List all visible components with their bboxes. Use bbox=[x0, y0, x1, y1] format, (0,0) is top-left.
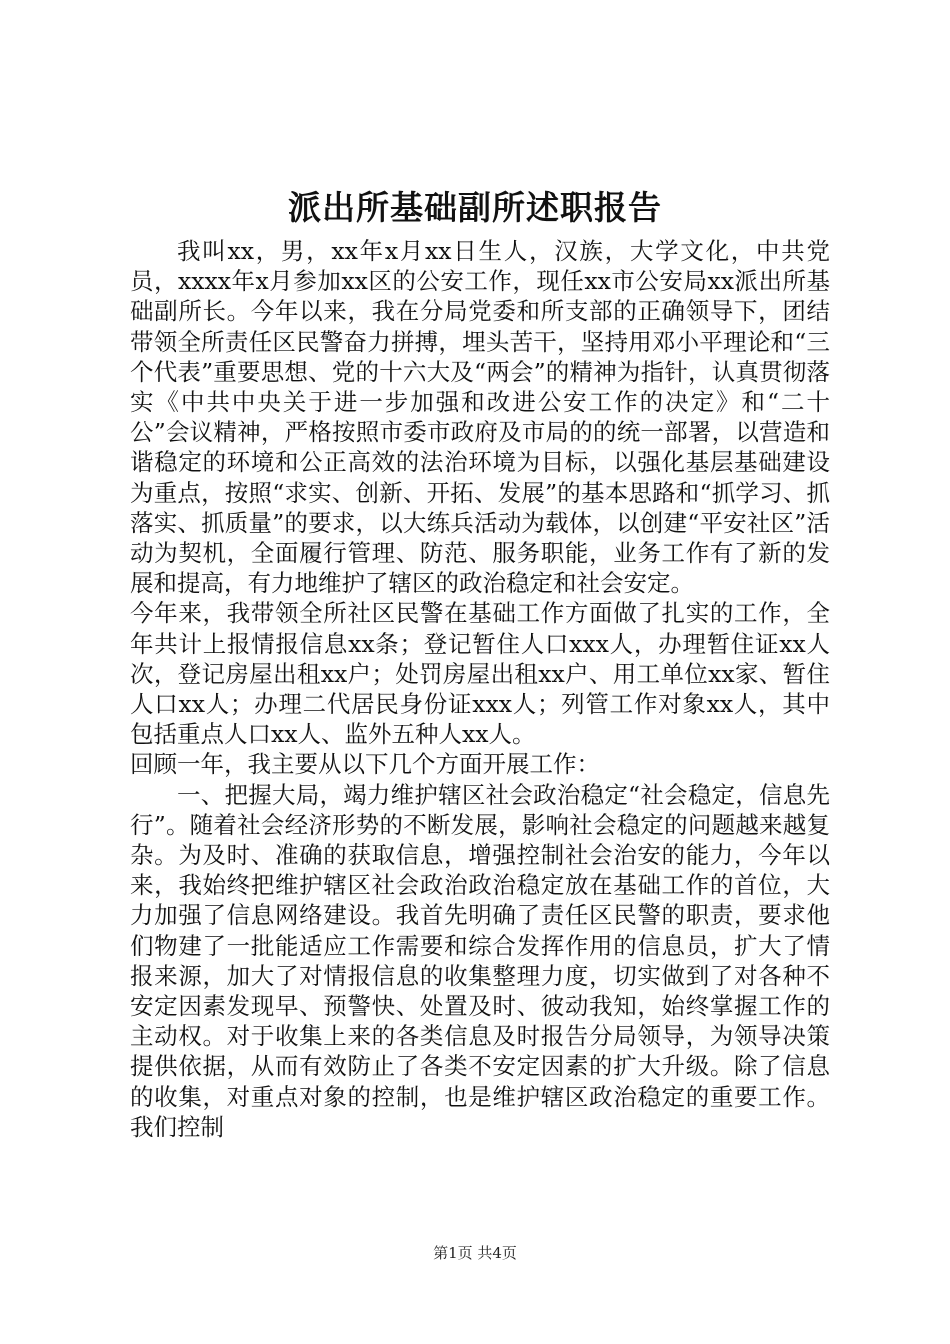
paragraph-review: 回顾一年，我主要从以下几个方面开展工作： bbox=[130, 750, 600, 779]
document-body bbox=[130, 236, 830, 1142]
paragraph-intro: 我叫xx，男，xx年x月xx日生人，汉族，大学文化，中共党员，xxxx年x月参加xx区的公安工作，现任xx市公安局xx派出所基础副所长。今年以来，我在分局党委和所支部的正确领导下，团结带领全所责任区民警奋力拼搏，埋头苦干，坚持用邓小平理论和“三个代表”重要思想、党的十六大及“两会”的精神为指针，认真贯彻落实《中共中央关于进一步加强和改进公安工作的决定》和“二十公”会议精神，严格按照市委市政府及市局的的统一部署，以营造和谐稳定的环境和公正高效的法治环境为目标，以强化基层基础建设为重点，按照“求实、创新、开拓、发展”的基本思路和“抓学习、抓落实、抓质量”的要求，以大练兵活动为载体，以创建“平安社区”活动为契机，全面履行管理、防范、服务职能，业务工作有了新的发展和提高，有力地维护了辖区的政治稳定和社会安定。 bbox=[130, 237, 830, 598]
paragraph-statistics: 今年来，我带领全所社区民警在基础工作方面做了扎实的工作，全年共计上报情报信息xx条；登记暂住人口xxx人，办理暂住证xx人次，登记房屋出租xx户；处罚房屋出租xx户、用工单位xx家、暂住人口xx人；办理二代居民身份证xxx人；列管工作对象xx人，其中包括重点人口xx人、监外五种人xx人。 bbox=[130, 599, 830, 749]
paragraph-section-one: 一、把握大局，竭力维护辖区社会政治稳定“社会稳定，信息先行”。随着社会经济形势的不断发展，影响社会稳定的问题越来越复杂。为及时、准确的获取信息，增强控制社会治安的能力，今年以来，我始终把维护辖区社会政治政治稳定放在基础工作的首位，大力加强了信息网络建设。我首先明确了责任区民警的职责，要求他们物建了一批能适应工作需要和综合发挥作用的信息员，扩大了情报来源，加大了对情报信息的收集整理力度，切实做到了对各种不安定因素发现早、预警快、处置及时、彼动我知，始终掌握工作的主动权。对于收集上来的各类信息及时报告分局领导，为领导决策提供依据，从而有效防止了各类不安定因素的扩大升级。除了信息的收集，对重点对象的控制，也是维护辖区政治稳定的重要工作。我们控制 bbox=[130, 780, 830, 1141]
page-number-footer: 第1页 共4页 bbox=[433, 1244, 517, 1262]
document-title: 派出所基础副所述职报告 bbox=[288, 188, 662, 227]
